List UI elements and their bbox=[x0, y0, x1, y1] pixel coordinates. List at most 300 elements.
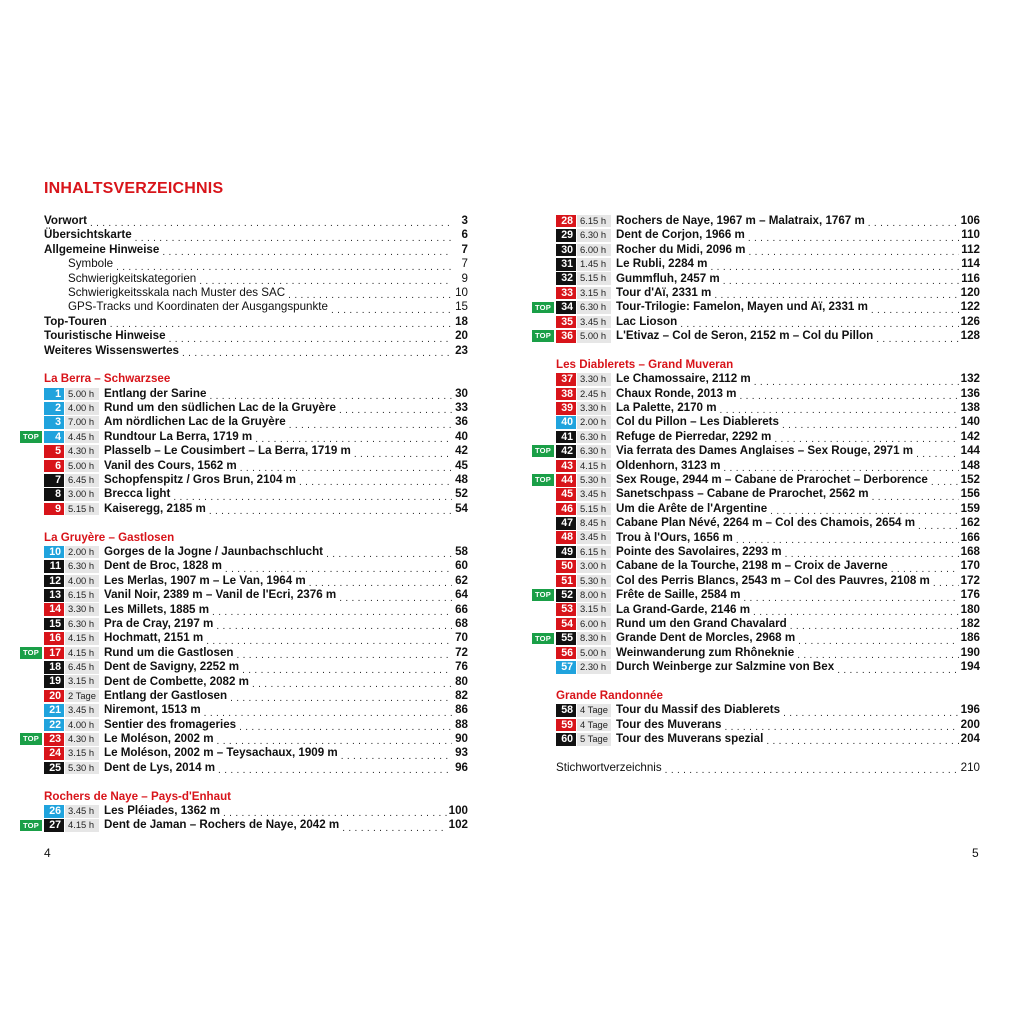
dot-leader bbox=[931, 475, 959, 487]
dot-leader bbox=[665, 763, 959, 775]
tour-number-badge: 38 bbox=[556, 388, 576, 401]
dot-leader bbox=[872, 490, 959, 502]
dot-leader bbox=[724, 720, 958, 732]
tour-entry[interactable] bbox=[534, 631, 980, 645]
tour-name: Oldenhorn, 3123 m bbox=[616, 458, 721, 472]
tour-entry[interactable] bbox=[556, 315, 980, 329]
dot-leader bbox=[342, 821, 446, 833]
tour-number-badge: 30 bbox=[556, 244, 576, 257]
tour-number-badge: 49 bbox=[556, 546, 576, 559]
tour-page: 82 bbox=[455, 688, 468, 702]
tour-number-badge: 50 bbox=[556, 560, 576, 573]
tour-number-badge: 2 bbox=[44, 402, 64, 415]
tour-entry[interactable] bbox=[556, 718, 980, 732]
dot-leader bbox=[209, 389, 452, 401]
tour-number-badge: 21 bbox=[44, 704, 64, 717]
tour-name: Tour des Muverans bbox=[616, 717, 722, 731]
tour-page: 45 bbox=[455, 458, 468, 472]
tour-number-badge: 1 bbox=[44, 388, 64, 401]
tour-entry[interactable] bbox=[556, 487, 980, 501]
dot-leader bbox=[739, 389, 958, 401]
dot-leader bbox=[753, 605, 959, 617]
tour-name: Vanil Noir, 2389 m – Vanil de l'Ecri, 2376 m bbox=[104, 588, 337, 602]
tour-duration: 5.00 h bbox=[65, 388, 99, 401]
tour-duration: 4.15 h bbox=[65, 647, 99, 660]
tour-number-badge: 15 bbox=[44, 618, 64, 631]
tour-page: 166 bbox=[960, 530, 980, 544]
dot-leader bbox=[225, 562, 452, 574]
tour-entry[interactable] bbox=[44, 502, 468, 516]
tour-name: Les Millets, 1885 m bbox=[104, 602, 210, 616]
toc-entry-label: Touristische Hinweise bbox=[44, 329, 166, 343]
tour-entry[interactable] bbox=[534, 300, 980, 314]
tour-number-badge: 26 bbox=[44, 805, 64, 818]
toc-entry-label: Vorwort bbox=[44, 214, 87, 227]
tour-page: 68 bbox=[455, 616, 468, 630]
tour-duration: 2 Tage bbox=[65, 690, 99, 703]
dot-leader bbox=[331, 303, 452, 315]
tour-entry[interactable] bbox=[534, 444, 980, 458]
tour-page: 36 bbox=[455, 415, 468, 429]
tour-entry[interactable] bbox=[534, 588, 980, 602]
tour-entry[interactable] bbox=[44, 746, 468, 760]
toc-entry-page: 10 bbox=[455, 285, 468, 299]
tour-page: 138 bbox=[960, 401, 980, 415]
tour-name: Sanetschpass – Cabane de Prarochet, 2562 m bbox=[616, 487, 869, 501]
tour-duration: 5.30 h bbox=[577, 474, 611, 487]
tour-name: Cabane de la Tourche, 2198 m – Croix de Javerne bbox=[616, 559, 888, 573]
tour-entry[interactable] bbox=[556, 415, 980, 429]
tour-entry[interactable] bbox=[556, 660, 980, 674]
tour-duration: 3.45 h bbox=[577, 488, 611, 501]
right-page-column bbox=[534, 214, 980, 775]
tour-number-badge: 47 bbox=[556, 517, 576, 530]
dot-leader bbox=[255, 432, 452, 444]
tour-number-badge: 24 bbox=[44, 747, 64, 760]
tour-name: Hochmatt, 2151 m bbox=[104, 631, 204, 645]
top-badge: TOP bbox=[532, 633, 554, 645]
tour-name: Dent de Jaman – Rochers de Naye, 2042 m bbox=[104, 818, 340, 832]
dot-leader bbox=[770, 504, 959, 516]
toc-entry-page: 15 bbox=[455, 300, 468, 314]
tour-entry[interactable] bbox=[556, 243, 980, 257]
tour-name: Col du Pillon – Les Diablerets bbox=[616, 415, 779, 429]
tour-page: 106 bbox=[960, 214, 980, 227]
tour-page: 60 bbox=[455, 559, 468, 573]
dot-leader bbox=[711, 260, 960, 272]
tour-name: La Palette, 2170 m bbox=[616, 401, 717, 415]
toc-entry[interactable] bbox=[44, 228, 468, 242]
tour-entry[interactable] bbox=[44, 459, 468, 473]
tour-number-badge: 3 bbox=[44, 416, 64, 429]
tour-entry[interactable] bbox=[44, 804, 468, 818]
toc-entry-page: 7 bbox=[461, 242, 468, 256]
tour-entry[interactable] bbox=[44, 415, 468, 429]
tour-duration: 6.30 h bbox=[577, 431, 611, 444]
tour-page: 180 bbox=[960, 602, 980, 616]
tour-name: Col des Perris Blancs, 2543 m – Col des Pauvres, 2108 m bbox=[616, 573, 930, 587]
tour-name: Les Pléiades, 1362 m bbox=[104, 804, 221, 818]
tour-duration: 3.15 h bbox=[65, 675, 99, 688]
toc-entry[interactable] bbox=[44, 300, 468, 314]
tour-duration: 4.15 h bbox=[65, 819, 99, 832]
section-heading: Rochers de Naye – Pays-d'Enhaut bbox=[44, 789, 232, 803]
dot-leader bbox=[797, 648, 958, 660]
tour-name: Tour du Massif des Diablerets bbox=[616, 703, 781, 717]
tour-number-badge: 7 bbox=[44, 474, 64, 487]
tour-entry[interactable] bbox=[44, 603, 468, 617]
tour-name: Tour des Muverans spezial bbox=[616, 732, 764, 746]
tour-entry[interactable] bbox=[44, 545, 468, 559]
section-heading: Les Diablerets – Grand Muveran bbox=[556, 357, 734, 371]
toc-entry-page: 9 bbox=[461, 271, 468, 285]
top-badge: TOP bbox=[20, 733, 42, 745]
toc-entry-label: GPS-Tracks und Koordinaten der Ausgangspunkte bbox=[68, 300, 328, 314]
tour-page: 80 bbox=[455, 674, 468, 688]
tour-name: Dent de Combette, 2082 m bbox=[104, 674, 249, 688]
dot-leader bbox=[783, 706, 959, 718]
dot-leader bbox=[354, 447, 452, 459]
index-entry[interactable] bbox=[556, 761, 980, 775]
tour-duration: 3.15 h bbox=[577, 603, 611, 616]
tour-page: 196 bbox=[960, 703, 980, 717]
tour-number-badge: 60 bbox=[556, 733, 576, 746]
tour-duration: 3.15 h bbox=[65, 747, 99, 760]
tour-duration: 5.00 h bbox=[577, 330, 611, 343]
tour-duration: 5.00 h bbox=[577, 647, 611, 660]
toc-entry-page: 20 bbox=[455, 329, 468, 343]
tour-page: 62 bbox=[455, 573, 468, 587]
dot-leader bbox=[916, 447, 959, 459]
dot-leader bbox=[918, 519, 959, 531]
toc-entry[interactable] bbox=[44, 214, 468, 228]
tour-entry[interactable] bbox=[556, 703, 980, 717]
dot-leader bbox=[135, 231, 452, 243]
tour-entry[interactable] bbox=[44, 617, 468, 631]
tour-duration: 3.30 h bbox=[65, 603, 99, 616]
toc-entry[interactable] bbox=[44, 315, 468, 329]
tour-page: 182 bbox=[960, 616, 980, 630]
dot-leader bbox=[218, 763, 452, 775]
tour-name: Niremont, 1513 m bbox=[104, 703, 201, 717]
tour-duration: 5.15 h bbox=[65, 503, 99, 516]
tour-entry[interactable] bbox=[44, 703, 468, 717]
tour-page: 86 bbox=[455, 703, 468, 717]
tour-page: 156 bbox=[960, 487, 980, 501]
dot-leader bbox=[173, 490, 452, 502]
dot-leader bbox=[754, 375, 959, 387]
tour-entry[interactable] bbox=[44, 675, 468, 689]
tour-duration: 3.30 h bbox=[577, 373, 611, 386]
tour-number-badge: 55 bbox=[556, 632, 576, 645]
tour-duration: 7.00 h bbox=[65, 416, 99, 429]
tour-number-badge: 33 bbox=[556, 287, 576, 300]
dot-leader bbox=[169, 332, 452, 344]
tour-duration: 6.30 h bbox=[577, 229, 611, 242]
tour-entry[interactable] bbox=[22, 818, 468, 832]
tour-page: 136 bbox=[960, 386, 980, 400]
spacer bbox=[556, 746, 980, 760]
dot-leader bbox=[204, 706, 452, 718]
tour-page: 204 bbox=[960, 732, 980, 746]
dot-leader bbox=[236, 648, 452, 660]
tour-number-badge: 48 bbox=[556, 531, 576, 544]
tour-duration: 4 Tage bbox=[577, 704, 611, 717]
tour-name: Cabane Plan Névé, 2264 m – Col des Chamois, 2654 m bbox=[616, 516, 915, 530]
tour-page: 122 bbox=[960, 300, 980, 314]
top-badge: TOP bbox=[532, 330, 554, 342]
tour-entry[interactable] bbox=[44, 631, 468, 645]
tour-page: 88 bbox=[455, 717, 468, 731]
dot-leader bbox=[299, 475, 452, 487]
toc-entry-page: 6 bbox=[461, 228, 468, 242]
dot-leader bbox=[110, 317, 452, 329]
tour-duration: 8.45 h bbox=[577, 517, 611, 530]
dot-leader bbox=[182, 346, 452, 358]
tour-number-badge: 11 bbox=[44, 560, 64, 573]
dot-leader bbox=[798, 634, 959, 646]
tour-duration: 5 Tage bbox=[577, 733, 611, 746]
tour-number-badge: 37 bbox=[556, 373, 576, 386]
tour-duration: 3.45 h bbox=[577, 531, 611, 544]
dot-leader bbox=[720, 403, 959, 415]
tour-entry[interactable] bbox=[556, 286, 980, 300]
tour-page: 142 bbox=[960, 429, 980, 443]
top-badge: TOP bbox=[532, 589, 554, 601]
toc-entry[interactable] bbox=[44, 286, 468, 300]
dot-leader bbox=[743, 591, 958, 603]
dot-leader bbox=[723, 274, 960, 286]
tour-name: Le Moléson, 2002 m bbox=[104, 732, 214, 746]
dot-leader bbox=[116, 260, 452, 272]
tour-duration: 6.30 h bbox=[65, 560, 99, 573]
top-badge: TOP bbox=[20, 431, 42, 443]
tour-number-badge: 56 bbox=[556, 647, 576, 660]
tour-entry[interactable] bbox=[556, 617, 980, 631]
tour-number-badge: 35 bbox=[556, 316, 576, 329]
page-number-right: 5 bbox=[972, 846, 979, 860]
tour-duration: 3.00 h bbox=[577, 560, 611, 573]
tour-entry[interactable] bbox=[44, 401, 468, 415]
toc-entry[interactable] bbox=[44, 243, 468, 257]
top-badge: TOP bbox=[20, 820, 42, 832]
tour-duration: 3.15 h bbox=[577, 287, 611, 300]
toc-entry-page: 18 bbox=[455, 314, 468, 328]
dot-leader bbox=[288, 288, 452, 300]
tour-duration: 8.30 h bbox=[577, 632, 611, 645]
tour-page: 190 bbox=[960, 645, 980, 659]
tour-page: 54 bbox=[455, 501, 468, 515]
toc-entry[interactable] bbox=[44, 257, 468, 271]
tour-entry[interactable] bbox=[44, 689, 468, 703]
page-number-left: 4 bbox=[44, 846, 51, 860]
tour-number-badge: 32 bbox=[556, 272, 576, 285]
tour-entry[interactable] bbox=[556, 732, 980, 746]
tour-duration: 3.45 h bbox=[577, 316, 611, 329]
tour-entry[interactable] bbox=[556, 559, 980, 573]
tour-duration: 4.45 h bbox=[65, 431, 99, 444]
tour-duration: 2.00 h bbox=[577, 416, 611, 429]
tour-entry[interactable] bbox=[22, 645, 468, 660]
tour-entry[interactable] bbox=[44, 487, 468, 501]
tour-entry[interactable] bbox=[556, 228, 980, 242]
tour-entry[interactable] bbox=[556, 545, 980, 559]
dot-leader bbox=[209, 504, 452, 516]
tour-duration: 3.45 h bbox=[65, 805, 99, 818]
tour-entry[interactable] bbox=[556, 401, 980, 415]
tour-duration: 6.30 h bbox=[65, 618, 99, 631]
tour-duration: 6.00 h bbox=[577, 244, 611, 257]
tour-page: 168 bbox=[960, 544, 980, 558]
tour-duration: 6.15 h bbox=[577, 546, 611, 559]
dot-leader bbox=[339, 591, 452, 603]
tour-entry[interactable] bbox=[44, 574, 468, 588]
toc-entry[interactable] bbox=[44, 329, 468, 343]
tour-page: 120 bbox=[960, 285, 980, 299]
tour-name: Brecca light bbox=[104, 487, 171, 501]
tour-duration: 1.45 h bbox=[577, 258, 611, 271]
tour-entry[interactable] bbox=[44, 660, 468, 674]
tour-duration: 4.30 h bbox=[65, 733, 99, 746]
dot-leader bbox=[933, 576, 959, 588]
tour-entry[interactable] bbox=[556, 531, 980, 545]
tour-name: Sex Rouge, 2944 m – Cabane de Prarochet – Derborence bbox=[616, 473, 928, 487]
tour-number-badge: 58 bbox=[556, 704, 576, 717]
tour-entry[interactable] bbox=[556, 603, 980, 617]
tour-entry[interactable] bbox=[22, 732, 468, 746]
tour-entry[interactable] bbox=[22, 429, 468, 444]
tour-name: Rochers de Naye, 1967 m – Malatraix, 1767 m bbox=[616, 214, 865, 227]
tour-entry[interactable] bbox=[44, 559, 468, 573]
tour-entry[interactable] bbox=[556, 646, 980, 660]
tour-page: 64 bbox=[455, 588, 468, 602]
tour-number-badge: 17 bbox=[44, 647, 64, 660]
tour-entry[interactable] bbox=[534, 329, 980, 343]
toc-entry[interactable] bbox=[44, 272, 468, 286]
tour-name: Dent de Broc, 1828 m bbox=[104, 559, 222, 573]
tour-entry[interactable] bbox=[44, 761, 468, 775]
tour-page: 90 bbox=[455, 732, 468, 746]
toc-entry-label: Symbole bbox=[68, 257, 114, 271]
left-page-column bbox=[22, 214, 468, 833]
tour-entry[interactable] bbox=[556, 430, 980, 444]
tour-name: Dent de Savigny, 2252 m bbox=[104, 660, 240, 674]
tour-entry[interactable] bbox=[556, 459, 980, 473]
tour-number-badge: 12 bbox=[44, 575, 64, 588]
dot-leader bbox=[162, 245, 452, 257]
tour-name: Tour d'Aï, 2331 m bbox=[616, 285, 712, 299]
tour-duration: 2.00 h bbox=[65, 546, 99, 559]
tour-number-badge: 31 bbox=[556, 258, 576, 271]
dot-leader bbox=[714, 288, 958, 300]
dot-leader bbox=[217, 734, 452, 746]
tour-duration: 3.00 h bbox=[65, 488, 99, 501]
tour-entry[interactable] bbox=[534, 473, 980, 487]
toc-entry-label: Weiteres Wissenswertes bbox=[44, 343, 180, 357]
top-badge: TOP bbox=[532, 302, 554, 314]
tour-entry[interactable] bbox=[556, 516, 980, 530]
dot-leader bbox=[748, 231, 959, 243]
tour-number-badge: 36 bbox=[556, 330, 576, 343]
tour-name: Les Merlas, 1907 m – Le Van, 1964 m bbox=[104, 573, 306, 587]
toc-entry-label: Übersichtskarte bbox=[44, 228, 132, 242]
tour-number-badge: 23 bbox=[44, 733, 64, 746]
dot-leader bbox=[216, 619, 452, 631]
tour-name: Vanil des Cours, 1562 m bbox=[104, 458, 237, 472]
tour-name: Rundtour La Berra, 1719 m bbox=[104, 429, 253, 443]
tour-entry[interactable] bbox=[556, 372, 980, 386]
tour-name: Le Chamossaire, 2112 m bbox=[616, 372, 751, 386]
tour-duration: 5.15 h bbox=[577, 503, 611, 516]
tour-page: 152 bbox=[960, 473, 980, 487]
dot-leader bbox=[230, 691, 452, 703]
toc-entry-label: Top-Touren bbox=[44, 314, 107, 328]
tour-entry[interactable] bbox=[556, 257, 980, 271]
dot-leader bbox=[766, 734, 958, 746]
tour-duration: 5.30 h bbox=[577, 575, 611, 588]
tour-number-badge: 9 bbox=[44, 503, 64, 516]
dot-leader bbox=[723, 461, 958, 473]
tour-page: 140 bbox=[960, 415, 980, 429]
tour-entry[interactable] bbox=[44, 473, 468, 487]
tour-entry[interactable] bbox=[556, 574, 980, 588]
dot-leader bbox=[223, 806, 447, 818]
tour-page: 176 bbox=[960, 588, 980, 602]
tour-page: 128 bbox=[960, 329, 980, 343]
tour-entry[interactable] bbox=[44, 718, 468, 732]
toc-entry[interactable] bbox=[44, 344, 468, 358]
tour-duration: 6.30 h bbox=[577, 445, 611, 458]
tour-number-badge: 45 bbox=[556, 488, 576, 501]
tour-entry[interactable] bbox=[44, 588, 468, 602]
tour-duration: 6.45 h bbox=[65, 661, 99, 674]
top-badge: TOP bbox=[20, 647, 42, 659]
tour-entry[interactable] bbox=[556, 387, 980, 401]
tour-number-badge: 34 bbox=[556, 301, 576, 314]
tour-page: 70 bbox=[455, 631, 468, 645]
tour-page: 66 bbox=[455, 602, 468, 616]
tour-name: Rund um den südlichen Lac de la Gruyère bbox=[104, 401, 336, 415]
tour-name: Frête de Saille, 2584 m bbox=[616, 588, 741, 602]
tour-number-badge: 20 bbox=[44, 690, 64, 703]
tour-name: Durch Weinberge zur Salzmine von Bex bbox=[616, 660, 835, 674]
tour-entry[interactable] bbox=[556, 272, 980, 286]
tour-duration: 5.30 h bbox=[65, 762, 99, 775]
tour-duration: 3.45 h bbox=[65, 704, 99, 717]
tour-page: 144 bbox=[960, 444, 980, 458]
tour-entry[interactable] bbox=[556, 502, 980, 516]
tour-entry[interactable] bbox=[44, 387, 468, 401]
tour-duration: 4.00 h bbox=[65, 575, 99, 588]
tour-number-badge: 57 bbox=[556, 661, 576, 674]
tour-number-badge: 27 bbox=[44, 819, 64, 832]
tour-name: Gummfluh, 2457 m bbox=[616, 271, 720, 285]
tour-page: 72 bbox=[455, 645, 468, 659]
tour-number-badge: 25 bbox=[44, 762, 64, 775]
dot-leader bbox=[774, 432, 958, 444]
tour-name: Via ferrata des Dames Anglaises – Sex Rouge, 2971 m bbox=[616, 444, 914, 458]
top-badge: TOP bbox=[532, 474, 554, 486]
dot-leader bbox=[876, 332, 958, 344]
tour-entry[interactable] bbox=[44, 444, 468, 458]
tour-name: Le Moléson, 2002 m – Teysachaux, 1909 m bbox=[104, 746, 338, 760]
tour-page: 194 bbox=[960, 660, 980, 674]
tour-entry[interactable] bbox=[556, 214, 980, 228]
tour-page: 126 bbox=[960, 314, 980, 328]
tour-duration: 6.15 h bbox=[65, 589, 99, 602]
tour-number-badge: 43 bbox=[556, 460, 576, 473]
tour-name: Rund um den Grand Chavalard bbox=[616, 616, 787, 630]
